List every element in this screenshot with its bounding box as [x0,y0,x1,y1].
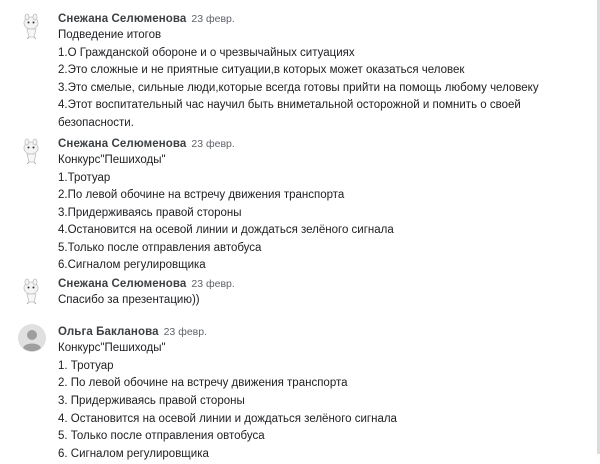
avatar[interactable] [19,138,45,164]
comment-line: Конкурс"Пешиходы" [58,154,166,166]
comment-header [58,134,235,152]
comment-line: безопасности. [58,116,134,129]
avatar[interactable] [19,13,45,39]
comment-line: 5.Только после отправления автобуса [58,241,262,254]
comment-date: 23 февр. [191,278,235,290]
author-name[interactable]: Снежана Селюменова [58,138,187,150]
comment-line: 4.Остановится на осевой линии и дождаться зелёного сигнала [58,224,394,236]
author-name[interactable]: Снежана Селюменова [58,13,187,25]
comment-header [58,322,207,340]
white-toy-avatar-icon [19,278,45,304]
comment-line: Спасибо за презентацию)) [58,294,200,306]
avatar[interactable] [18,324,46,352]
white-toy-avatar-icon [19,13,45,39]
comment-line: 4. Остановится на осевой линии и дождаться зелёного сигнала [58,412,397,425]
comment-text [58,292,200,310]
comment-line: 2.Это сложные и не приятные ситуации,в которых может оказаться человек [58,64,465,76]
comment-line: 1. Тротуар [58,359,114,372]
comment-line: 6.Сигналом регулировщика [58,259,206,271]
comment-text [58,27,539,132]
comment-text [58,340,397,464]
comment-line: Подведение итогов [58,29,162,41]
comment-text [58,152,394,275]
white-toy-avatar-icon [19,138,45,164]
comment-date: 23 февр. [191,13,235,25]
author-name[interactable]: Ольга Бакланова [58,326,159,338]
comment-date: 23 февр. [191,138,235,150]
comment-line: 6. Сигналом регулировщика [58,448,209,461]
comment-line: 2.По левой обочине на встречу движения транспорта [58,189,345,201]
comment-line: 3.Придерживаясь правой стороны [58,206,242,219]
comment-header [58,9,235,27]
comment-line: 3.Это смелые, сильные люди,которые всегда готовы прийти на помощь любому человеку [58,81,539,94]
author-name[interactable]: Снежана Селюменова [58,278,187,290]
comment-line: 4.Этот воспитательный час научил быть вниметальной осторожной и помнить о своей [58,99,521,111]
comment-line: 2. По левой обочине на встречу движения транспорта [58,377,348,390]
comment-line: 1.О Гражданской обороне и о чрезвычайных ситуациях [58,46,355,59]
avatar[interactable] [19,278,45,304]
comment-date: 23 февр. [163,326,208,338]
comment-line: 3. Придерживаясь правой стороны [58,395,245,408]
comment-header [58,274,235,292]
comment-line: 1.Тротуар [58,171,111,184]
default-person-avatar-icon [18,324,46,352]
comment-line: 5. Только после отправления овтобуса [58,430,265,443]
comment-line: Конкурс"Пешиходы" [58,342,166,354]
